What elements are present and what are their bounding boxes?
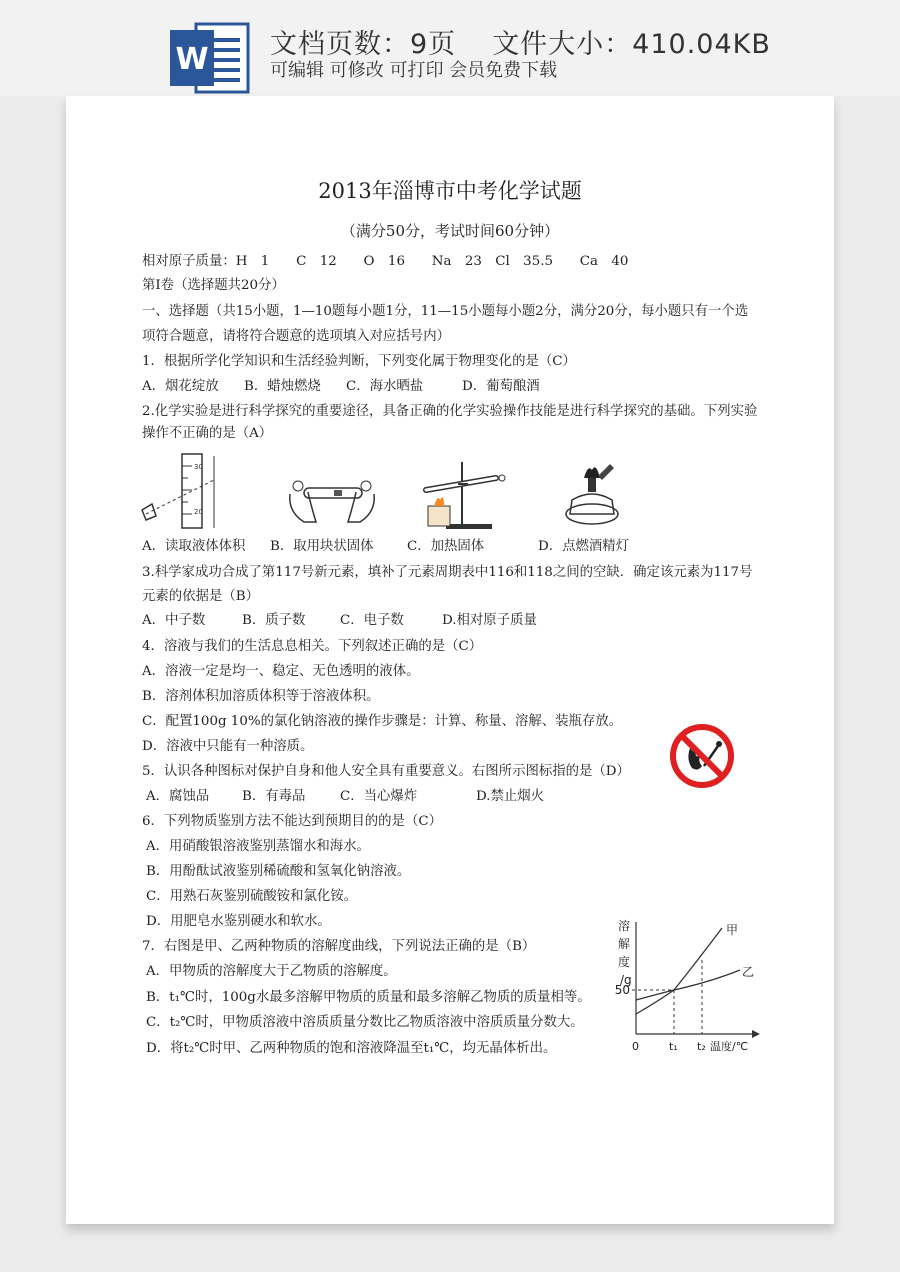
question-4: 4．溶液与我们的生活息息相关。下列叙述正确的是（C）: [142, 639, 483, 654]
option: D.相对原子质量: [442, 613, 537, 628]
curve-yi: [636, 970, 740, 1000]
svg-text:20: 20: [194, 508, 203, 516]
word-doc-icon: [170, 22, 252, 94]
question-6: 6．下列物质鉴别方法不能达到预期目的的是（C）: [142, 814, 442, 829]
option: C．海水晒盐: [346, 379, 424, 394]
atomic-mass-line: 相对原子质量：H 1 C 12 O 16 Na 23 Cl 35.5 Ca 40: [142, 254, 629, 269]
graduated-cylinder-illustration: [136, 450, 224, 532]
option: A．腐蚀品: [146, 789, 210, 804]
page-count-label: 文档页数：9页: [270, 29, 457, 60]
curve-jia: [636, 928, 722, 1014]
file-actions-label: 可编辑 可修改 可打印 会员免费下载: [270, 60, 558, 81]
x-axis-arrow: [752, 1030, 760, 1038]
curve-yi-label: 乙: [742, 965, 755, 979]
download-header: [0, 0, 900, 96]
question-1: 1．根据所学化学知识和生活经验判断，下列变化属于物理变化的是（C）: [142, 354, 576, 369]
origin-label: 0: [632, 1040, 639, 1053]
question-7: 7．右图是甲、乙两种物质的溶解度曲线，下列说法正确的是（B）: [142, 939, 536, 954]
y-label-char: 解: [618, 937, 631, 951]
test-tube-illustration: [286, 472, 378, 532]
question-2-line-1: 2.化学实验是进行科学探究的重要途径，具备正确的化学实验操作技能是进行科学探究的基础。下列实验: [142, 404, 758, 419]
question-6-option-d: D．用肥皂水鉴别硬水和软水。: [146, 914, 331, 929]
option: B．蜡烛燃烧: [244, 379, 321, 394]
document-page: [66, 96, 834, 1224]
no-fire-sign-icon: [668, 722, 736, 790]
instruction-line-2: 项符合题意，请将符合题意的选项填入对应括号内）: [142, 329, 450, 344]
question-6-option-b: B．用酚酞试液鉴别稀硫酸和氢氧化钠溶液。: [146, 864, 411, 879]
section-heading: 第Ⅰ卷（选择题共20分）: [142, 278, 285, 293]
question-7-option-c: C．t₂℃时，甲物质溶液中溶质质量分数比乙物质溶液中溶质质量分数大。: [146, 1015, 584, 1030]
option: D．点燃酒精灯: [538, 539, 630, 554]
question-6-option-a: A．用硝酸银溶液鉴别蒸馏水和海水。: [146, 839, 370, 854]
option: B．取用块状固体: [270, 539, 374, 554]
option: C．电子数: [340, 613, 404, 628]
y-value-label: 50: [614, 983, 630, 997]
question-4-option-c: C．配置100g 10%的氯化钠溶液的操作步骤是：计算、称量、溶解、装瓶存放。: [142, 714, 623, 729]
option: D.禁止烟火: [476, 789, 545, 804]
question-7-option-a: A．甲物质的溶解度大于乙物质的溶解度。: [146, 964, 397, 979]
option: A．读取液体体积: [142, 539, 246, 554]
y-label-char: 溶: [618, 919, 631, 933]
t2-label: t₂: [697, 1040, 706, 1053]
option: C．加热固体: [407, 539, 485, 554]
alcohol-lamp-illustration: [562, 460, 622, 532]
option: A．烟花绽放: [142, 379, 219, 394]
question-5: 5．认识各种图标对保护自身和他人安全具有重要意义。右图所示图标指的是（D）: [142, 764, 630, 779]
svg-text:30: 30: [194, 463, 203, 471]
option: B．有毒品: [242, 789, 306, 804]
question-4-option-d: D．溶液中只能有一种溶质。: [142, 739, 314, 754]
question-4-option-b: B．溶剂体积加溶质体积等于溶液体积。: [142, 689, 380, 704]
solubility-curve-figure: [614, 916, 764, 1058]
exam-subtitle: （满分50分，考试时间60分钟）: [340, 222, 560, 240]
option: C．当心爆炸: [340, 789, 418, 804]
option: A．中子数: [142, 613, 206, 628]
exam-title: 2013年淄博市中考化学试题: [318, 179, 582, 203]
question-7-option-b: B．t₁℃时，100g水最多溶解甲物质的质量和最多溶解乙物质的质量相等。: [146, 990, 591, 1005]
heating-apparatus-illustration: [416, 456, 526, 532]
question-2-line-2: 操作不正确的是（A）: [142, 426, 273, 441]
question-6-option-c: C．用熟石灰鉴别硫酸铵和氯化铵。: [146, 889, 358, 904]
t1-label: t₁: [669, 1040, 678, 1053]
svg-text:W: W: [175, 42, 209, 77]
instruction-line-1: 一、选择题（共15小题，1—10题每小题1分，11—15小题每小题2分，满分20分，每小题只有一个选: [142, 304, 749, 319]
option: B．质子数: [242, 613, 306, 628]
question-3-line-1: 3.科学家成功合成了第117号新元素，填补了元素周期表中116和118之间的空缺．确定该元素为117号: [142, 565, 753, 580]
file-size-label: 文件大小：410.04KB: [492, 29, 771, 60]
question-3-line-2: 元素的依据是（B）: [142, 589, 259, 604]
question-4-option-a: A．溶液一定是均一、稳定、无色透明的液体。: [142, 664, 420, 679]
curve-jia-label: 甲: [726, 923, 739, 937]
x-axis-label: 温度/℃: [710, 1040, 749, 1053]
question-7-option-d: D．将t₂℃时甲、乙两种物质的饱和溶液降温至t₁℃，均无晶体析出。: [146, 1041, 557, 1056]
y-label-char: 度: [618, 955, 631, 969]
y-label-char: /g: [620, 973, 632, 987]
option: D．葡萄酿酒: [462, 379, 540, 394]
